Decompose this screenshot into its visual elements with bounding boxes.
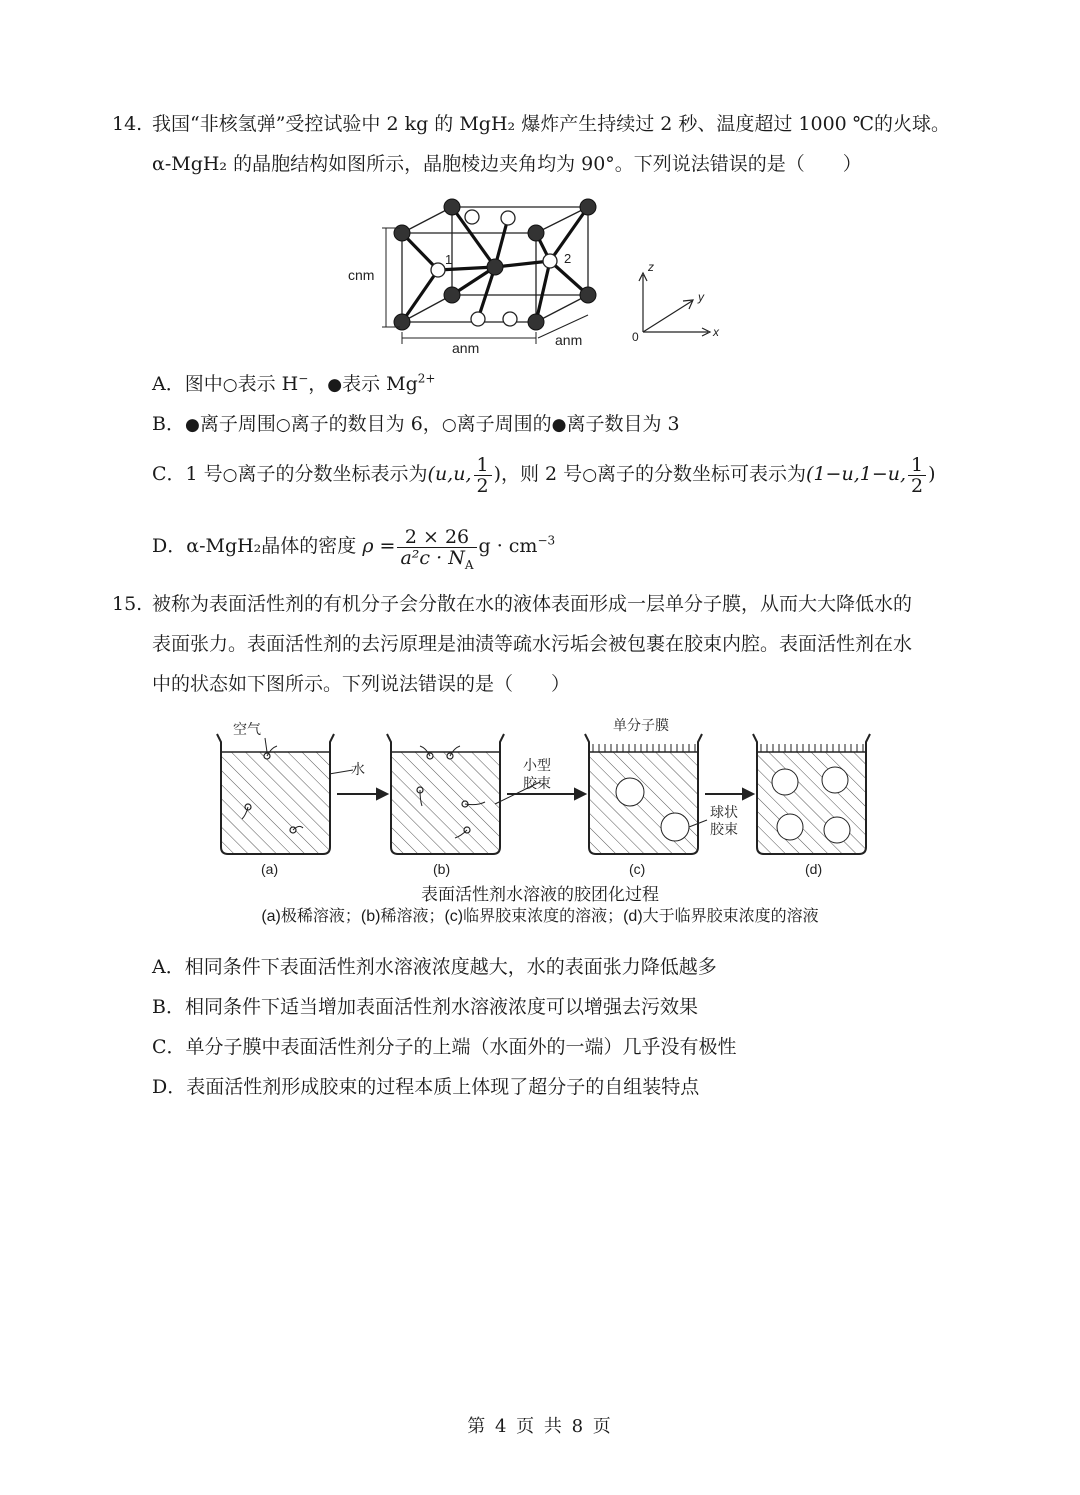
label-2: 2 [564, 251, 572, 266]
question-15-number: 15. [112, 593, 143, 615]
label-c: cnm [348, 267, 375, 283]
label-panel-d: (d) [805, 861, 823, 877]
axis-x: x [713, 325, 719, 339]
figure-caption-title: 表面活性剂水溶液的胶团化过程 [421, 885, 659, 904]
page-footer: 第 4 页 共 8 页 [467, 1416, 613, 1437]
label-air: 空气 [233, 721, 261, 737]
q15-option-c: C．单分子膜中表面活性剂分子的上端（水面外的一端）几乎没有极性 [152, 1036, 737, 1058]
label-panel-b: (b) [433, 861, 451, 877]
q14-option-b: B．●离子周围○离子的数目为 6，○离子周围的●离子数目为 3 [152, 413, 680, 435]
label-small-micelle-1: 小型 [523, 757, 551, 773]
q15-option-a: A．相同条件下表面活性剂水溶液浓度越大，水的表面张力降低越多 [152, 956, 717, 978]
label-panel-c: (c) [629, 861, 646, 877]
micelle-figure [205, 712, 885, 887]
q15-option-d: D．表面活性剂形成胶束的过程本质上体现了超分子的自组装特点 [152, 1076, 700, 1098]
label-sphere-micelle-1: 球状 [710, 804, 738, 820]
q14-option-d: D．α-MgH₂晶体的密度 ρ = $\frac{2 \times 26}{a^2c \cdot N_A}$ $g \cdot cm^{-3}$ [152, 525, 556, 572]
figure-caption-sub: (a)极稀溶液；(b)稀溶液；(c)临界胶束浓度的溶液；(d)大于临界胶束浓度的溶液 [261, 908, 819, 925]
question-15-line-1: 被称为表面活性剂的有机分子会分散在水的液体表面形成一层单分子膜，从而大大降低水的 [152, 593, 913, 615]
label-panel-a: (a) [261, 861, 279, 877]
axis-origin: 0 [632, 330, 639, 344]
question-14-line-1: 我国“非核氢弹”受控试验中 2 kg 的 MgH₂ 爆炸产生持续过 2 秒、温度超过 1000 ℃的火球。 [152, 113, 951, 135]
label-a-side: anm [555, 332, 583, 348]
label-small-micelle-2: 胶束 [523, 775, 551, 791]
question-15-line-2: 表面张力。表面活性剂的去污原理是油渍等疏水污垢会被包裹在胶束内腔。表面活性剂在水 [152, 633, 913, 655]
label-a-front: anm [452, 340, 480, 356]
question-14-number: 14. [112, 113, 143, 135]
q15-option-b: B．相同条件下适当增加表面活性剂水溶液浓度可以增强去污效果 [152, 996, 698, 1018]
axis-y: y [698, 290, 704, 304]
label-water: 水 [351, 761, 365, 777]
crystal-cell-figure [340, 195, 740, 365]
q14-option-c: C．1 号○离子的分数坐标表示为(u,u, $\frac{1}{2}$ )，则 2 号○离子的分数坐标可表示为(1−u,1−u, $\frac{1}{2}$ ) [152, 453, 936, 497]
label-1: 1 [445, 252, 453, 267]
label-sphere-micelle-2: 胶束 [710, 821, 738, 837]
q14-option-a: A．图中○表示 H−，●表示 $Mg^{2+}$ [152, 371, 436, 395]
question-15-line-3: 中的状态如下图所示。下列说法错误的是（ ） [152, 673, 571, 695]
axis-z: z [648, 260, 654, 274]
label-monolayer: 单分子膜 [613, 717, 669, 733]
question-14-line-2: α-MgH₂ 的晶胞结构如图所示，晶胞棱边夹角均为 90°。下列说法错误的是（ ） [152, 153, 862, 175]
